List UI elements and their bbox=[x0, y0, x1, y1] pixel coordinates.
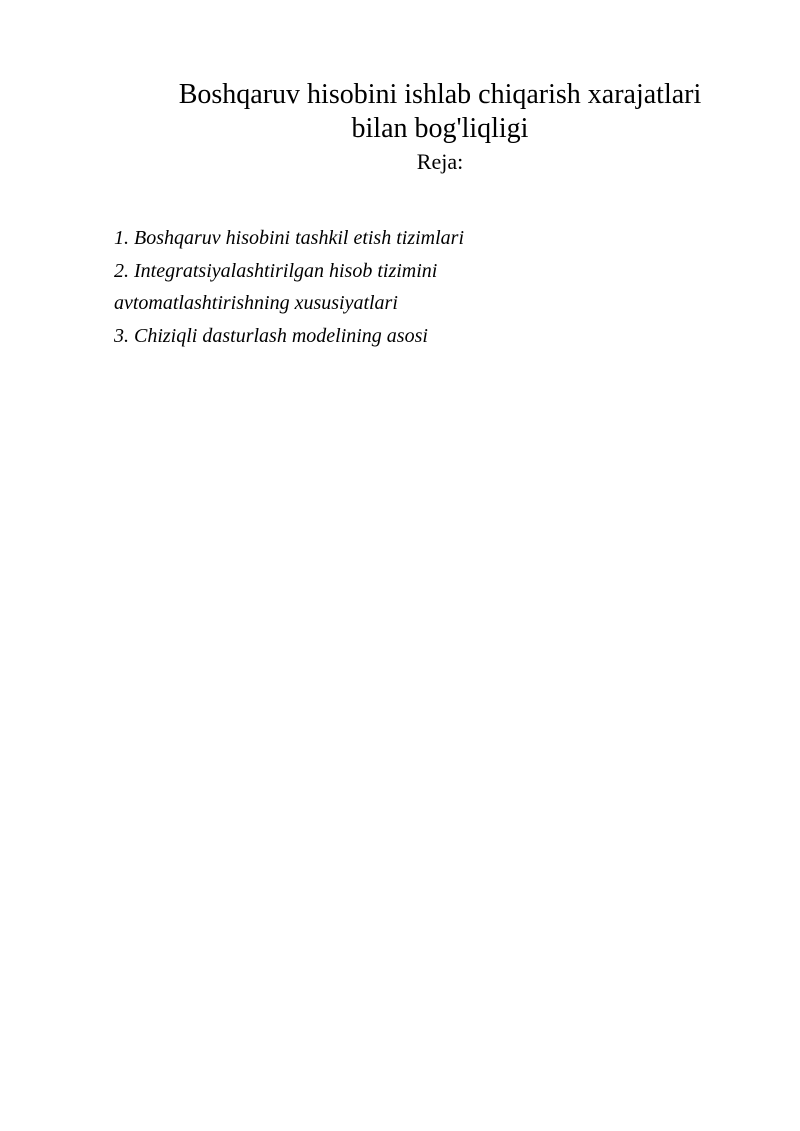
plan-item-1: 1. Boshqaruv hisobini tashkil etish tizimlari bbox=[114, 227, 465, 249]
document-title: Boshqaruv hisobini ishlab chiqarish xarajatlari bilan bog'liqligi bbox=[178, 79, 702, 144]
plan-item-3: 3. Chiziqli dasturlash modelining asosi bbox=[114, 324, 428, 347]
plan-heading: Reja: bbox=[416, 149, 464, 174]
plan-list bbox=[114, 222, 714, 352]
plan-item-2: 2. Integratsiyalashtirilgan hisob tizimini avtomatlashtirishning xususiyatlari bbox=[114, 259, 438, 314]
